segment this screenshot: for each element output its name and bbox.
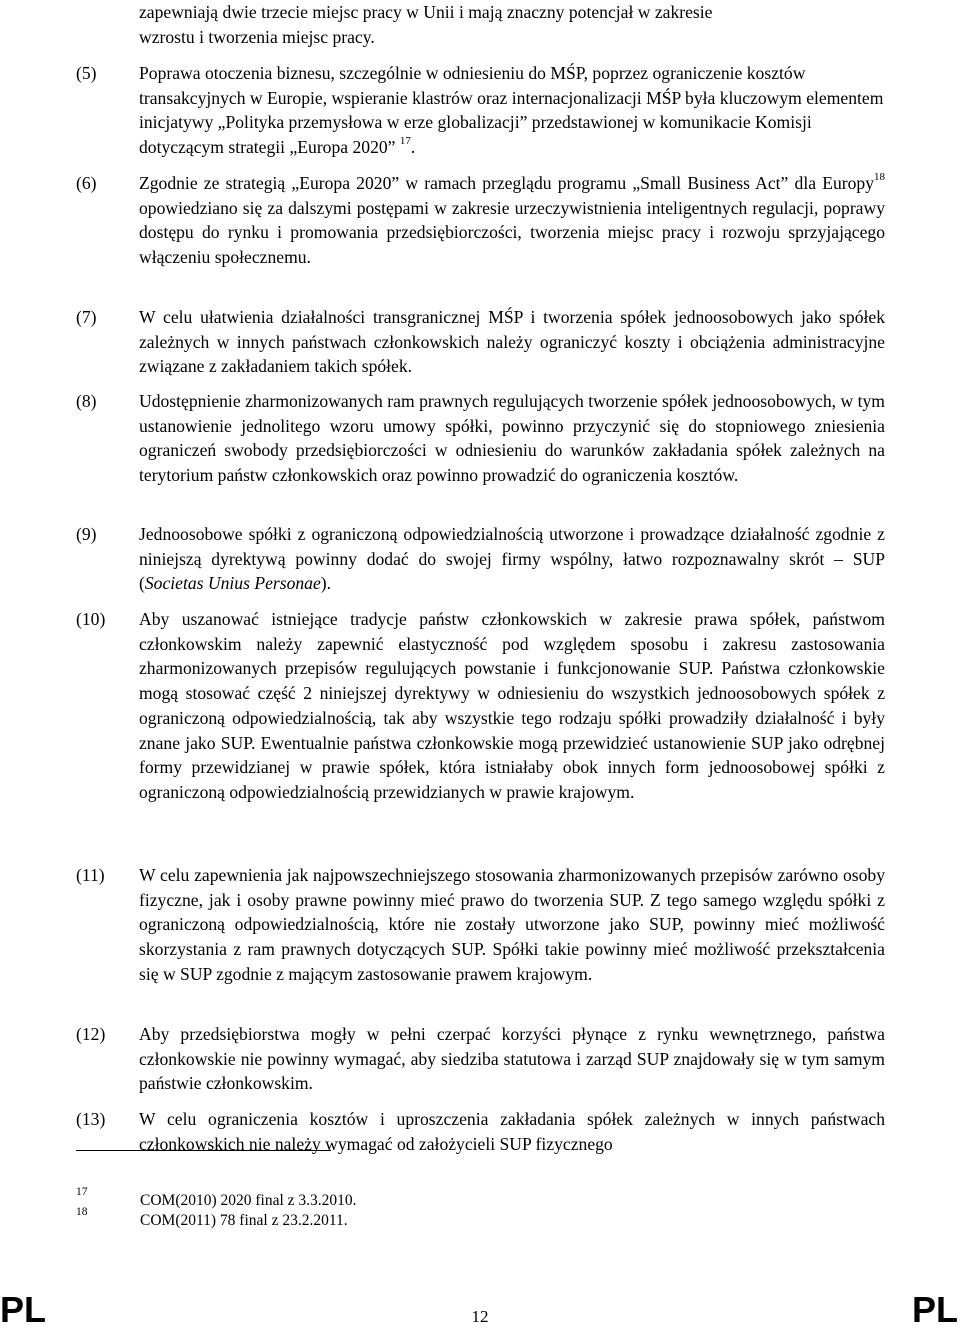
recital-number: (12) — [76, 1024, 106, 1044]
continuation-paragraph — [139, 0, 885, 49]
recital-text-part: ). — [320, 573, 332, 594]
footnote-text: COM(2011) 78 final z 23.2.2011. — [140, 1212, 348, 1229]
recital-text-part: Poprawa otoczenia biznesu, szczególnie w odniesieniu do MŚP, poprzez ograniczenie kosztów transakcyjnych w Europie, wspieranie klastrów oraz internacjonalizacji MŚP była kluczowym elementem inicjatywy „Polityka przemysłowa w erze globalizacji” przedstawionej w komunikacie Komisji dotyczącym strategii „Europa 2020” — [139, 63, 884, 158]
recital-text: Udostępnienie zharmonizowanych ram prawnych regulujących tworzenie spółek jednoosobowych, w tym ustanowienie jednolitego wzoru umowy spółki, powinno przyczynić się do stopniowego zniesienia ograniczeń swobody przedsiębiorczości w odniesieniu do warunków zakładania spółek zależnych na terytorium państw członkowskich oraz powinno prowadzić do ograniczenia kosztów. — [139, 391, 885, 486]
recital-text: Aby przedsiębiorstwa mogły w pełni czerpać korzyści płynące z rynku wewnętrznego, państwa członkowskie nie powinny wymagać, aby siedziba statutowa i zarząd SUP znajdowały się w tym samym państwie członkowskim. — [139, 1024, 885, 1094]
recital-number: (13) — [76, 1109, 106, 1129]
recital-text: Aby uszanować istniejące tradycje państw członkowskich w zakresie prawa spółek, państwom członkowskim należy zapewnić elastyczność pod względem sposobu i zakresu zastosowania zharmonizowanych przepisów regulujących powstanie i funkcjonowanie SUP. Państwa członkowskie mogą stosować część 2 niniejszej dyrektywy w odniesieniu do wszystkich jednoosobowych spółek z ograniczoną odpowiedzialnością, tak aby wszystkie tego rodzaju spółki prowadziły działalność i były znane jako SUP. Ewentualnie państwa członkowskie mogą przewidzieć ustanowienie SUP jako odrębnej formy przewidzianej w prawie spółek, która istniałaby obok innych form jednoosobowej spółki z ograniczoną odpowiedzialnością przewidzianych w prawie krajowym. — [139, 609, 885, 802]
recital-text — [139, 61, 889, 160]
footnote-separator — [76, 1150, 331, 1151]
recital-text: W celu zapewnienia jak najpowszechniejszego stosowania zharmonizowanych przepisów zarówno osoby fizyczne, jak i osoby prawne powinny mieć prawo do tworzenia SUP. Z tego samego względu spółki z ograniczoną odpowiedzialnością, które nie zostały utworzone jako SUP, powinny mieć możliwość skorzystania z ram prawnych dotyczących SUP. Spółki takie powinny mieć możliwość przekształcenia się w SUP zgodnie z mającym zastosowanie prawem krajowym. — [139, 865, 885, 984]
language-code-left: PL — [0, 1289, 47, 1330]
continuation-line: wzrostu i tworzenia miejsc pracy. — [139, 26, 375, 47]
recital-number: (10) — [76, 609, 106, 629]
recital-text — [139, 522, 885, 596]
recital-number: (6) — [76, 173, 97, 193]
recital-text-part: Zgodnie ze strategią „Europa 2020” w ramach przeglądu programu „Small Business Act” dla Europy — [139, 173, 874, 193]
footnote-18 — [76, 1206, 776, 1234]
recital-text-part: opowiedziano się za dalszymi postępami w zakresie urzeczywistnienia inteligentnych regulacji, poprawy dostępu do rynku i promowania przedsiębiorczości, tworzenia miejsc pracy i rozwoju sprzyjającego włączeniu społecznemu. — [139, 197, 885, 268]
recital-text: W celu ograniczenia kosztów i uproszczenia zakładania spółek zależnych w innych państwach członkowskich nie należy wymagać od założycieli SUP fizycznego — [139, 1109, 885, 1154]
footnote-number: 18 — [76, 1206, 88, 1218]
recital-number: (9) — [76, 524, 97, 544]
recital-number: (8) — [76, 391, 97, 411]
recital-text — [139, 171, 885, 270]
recital-text-part: . — [410, 137, 416, 158]
latin-term: Societas Unius Personae — [144, 573, 321, 594]
page-number: 12 — [471, 1307, 489, 1326]
footnote-17 — [76, 1186, 776, 1214]
recital-text-part: Jednoosobowe spółki z ograniczoną odpowiedzialnością utworzone i prowadzące działalność zgodnie z niniejszą dyrektywą powinny dodać do swojej firmy wspólny, łatwo rozpoznawalny skrót – SUP ( — [139, 524, 885, 594]
recital-number: (5) — [76, 63, 97, 83]
footnote-ref[interactable]: 18 — [874, 171, 885, 184]
recital-number: (11) — [76, 865, 105, 885]
recital-number: (7) — [76, 307, 97, 327]
footnote-text: COM(2010) 2020 final z 3.3.2010. — [140, 1192, 357, 1209]
recital-text: W celu ułatwienia działalności transgranicznej MŚP i tworzenia spółek jednoosobowych jako spółek zależnych w innych państwach członkowskich należy ograniczyć koszty i obciążenia administracyjne związane z zakładaniem takich spółek. — [139, 307, 885, 377]
language-code-right: PL — [911, 1289, 958, 1330]
footnote-number: 17 — [76, 1186, 88, 1198]
footnote-ref[interactable]: 17 — [399, 135, 411, 148]
continuation-line: zapewniają dwie trzecie miejsc pracy w Unii i mają znaczny potencjał w zakresie — [139, 2, 713, 22]
